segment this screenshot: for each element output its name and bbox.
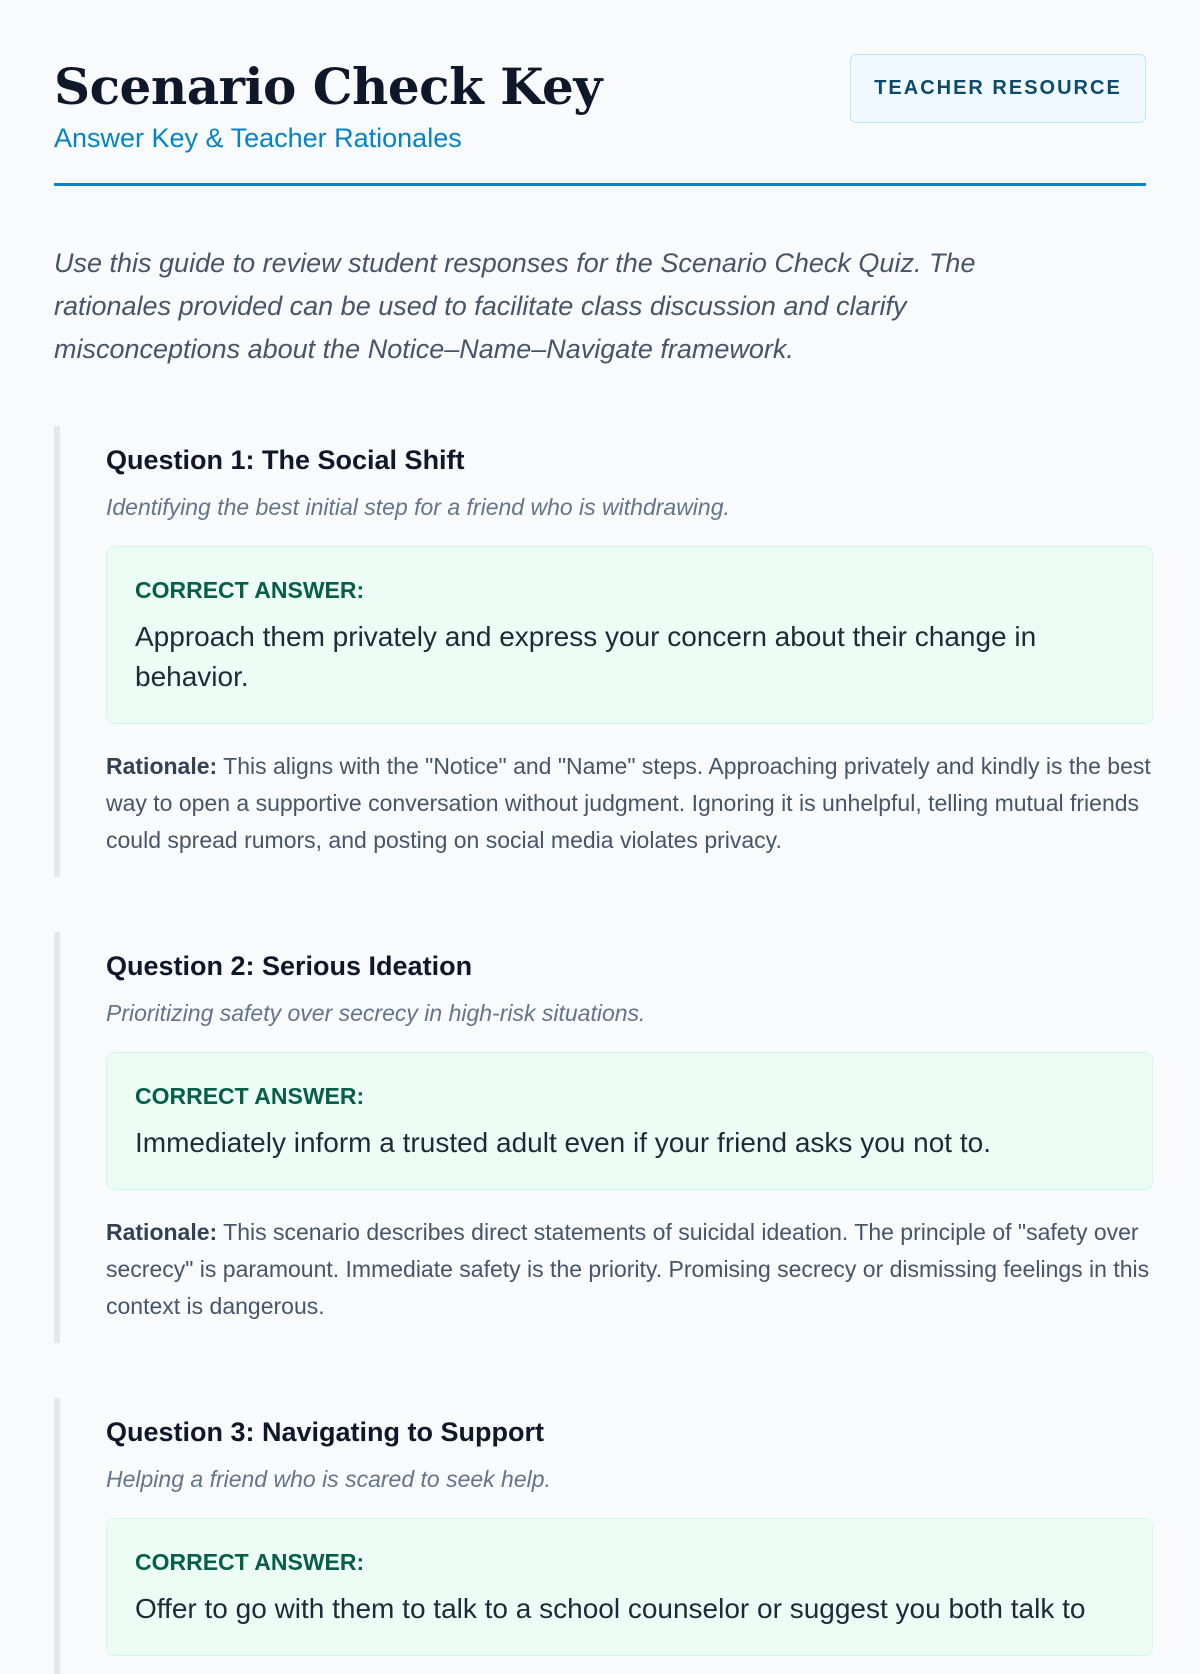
rationale-text: This aligns with the "Notice" and "Name" steps. Approaching privately and kindly is the best way to open a supportive conversation without judgment. Ignoring it is unhelpful, telling mutual friends could spread rumors, and posting on social media violates privacy.	[106, 753, 1151, 853]
correct-answer-box	[106, 546, 1153, 724]
teacher-resource-badge: TEACHER RESOURCE	[850, 54, 1146, 123]
question-card-3	[54, 1398, 1146, 1674]
correct-answer-label: CORRECT ANSWER:	[135, 1549, 365, 1575]
question-title: Question 2: Serious Ideation	[106, 951, 473, 981]
question-description: Prioritizing safety over secrecy in high-risk situations.	[106, 1000, 646, 1026]
intro-text: Use this guide to review student responses for the Scenario Check Quiz. The rationales provided can be used to facilitate class discussion and clarify misconceptions about the Notice–Name–Navigate framework.	[54, 248, 976, 364]
correct-answer-label: CORRECT ANSWER:	[135, 1083, 365, 1109]
question-description: Identifying the best initial step for a friend who is withdrawing.	[106, 494, 730, 520]
rationale	[106, 1214, 1156, 1325]
page-header	[54, 0, 1146, 186]
rationale-label: Rationale:	[106, 1219, 218, 1245]
question-description: Helping a friend who is scared to seek help.	[106, 1466, 551, 1492]
question-card-2	[54, 932, 1150, 1343]
correct-answer-box	[106, 1052, 1153, 1190]
page-title: Scenario Check Key	[54, 57, 602, 116]
correct-answer-text: Offer to go with them to talk to a school counselor or suggest you both talk to	[135, 1593, 1086, 1624]
correct-answer-box	[106, 1518, 1153, 1656]
question-card-1	[54, 426, 1151, 877]
question-title: Question 3: Navigating to Support	[106, 1417, 544, 1447]
rationale-text: This scenario describes direct statements of suicidal ideation. The principle of "safety over secrecy" is paramount. Immediate safety is the priority. Promising secrecy or dismissing feelings in this context is dangerous.	[106, 1219, 1150, 1319]
correct-answer-text: Immediately inform a trusted adult even if your friend asks you not to.	[135, 1127, 991, 1158]
correct-answer-label: CORRECT ANSWER:	[135, 577, 365, 603]
question-title: Question 1: The Social Shift	[106, 445, 465, 475]
page-subtitle: Answer Key & Teacher Rationales	[54, 123, 462, 153]
rationale-label: Rationale:	[106, 753, 218, 779]
correct-answer-text: Approach them privately and express your concern about their change in behavior.	[135, 621, 1037, 692]
rationale	[106, 748, 1156, 859]
